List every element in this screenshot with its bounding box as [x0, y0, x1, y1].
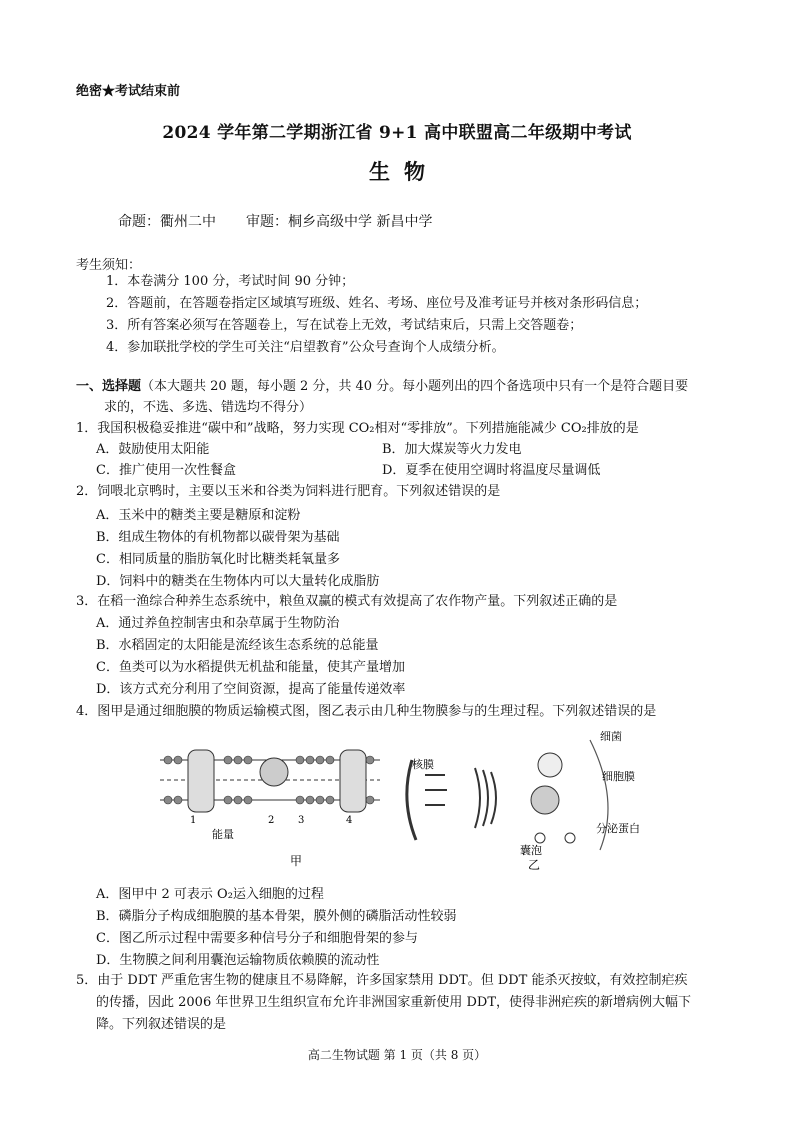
label-4: 4: [346, 815, 353, 826]
endoplasmic-reticulum: [425, 775, 447, 805]
question-stem: 4．图甲是通过细胞膜的物质运输模式图，图乙表示由几种生物膜参与的生理过程。下列叙述错误的是: [76, 704, 657, 719]
reviewer-label: 审题：桐乡高级中学 新昌中学: [246, 214, 433, 230]
setter-label: 命题：衢州二中: [118, 214, 216, 230]
vesicle-label: 囊泡: [520, 844, 542, 857]
option-b: B．加大煤炭等火力发电: [382, 442, 522, 457]
channel-protein-4: [340, 750, 366, 812]
section-heading-rest: （本大题共 20 题，每小题 2 分，共 40 分。每小题列出的四个备选项中只有一个是符合题目要: [141, 379, 689, 394]
option-d: D．该方式充分利用了空间资源，提高了能量传递效率: [96, 682, 406, 697]
nuclear-membrane-label: 核膜: [412, 758, 434, 771]
membrane-figure: [150, 720, 650, 870]
option-a: A．鼓励使用太阳能: [96, 442, 210, 457]
question-stem-cont: 降。下列叙述错误的是: [96, 1017, 227, 1032]
vesicle-1: [538, 753, 562, 777]
question-stem: 2．饲喂北京鸭时，主要以玉米和谷类为饲料进行肥育。下列叙述错误的是: [76, 484, 501, 499]
channel-protein-1: [188, 750, 214, 812]
option-c: C．相同质量的脂肪氧化时比糖类耗氧量多: [96, 552, 340, 567]
option-a: A．通过养鱼控制害虫和杂草属于生物防治: [96, 616, 340, 631]
page-footer: 高二生物试题 第 1 页（共 8 页）: [307, 1048, 487, 1062]
option-b: B．水稻固定的太阳能是流经该生态系统的总能量: [96, 638, 379, 653]
option-c: C．鱼类可以为水稻提供无机盐和能量，使其产量增加: [96, 660, 405, 675]
vesicle-2: [535, 833, 545, 843]
notice-item: 4．参加联批学校的学生可关注“启望教育”公众号查询个人成绩分析。: [106, 340, 505, 355]
energy-label: 能量: [212, 828, 234, 841]
cell-membrane-label: 细胞膜: [602, 770, 635, 783]
section-heading-bold: 一、选择题: [76, 379, 142, 394]
yi-label: 乙: [528, 858, 541, 870]
secretory-protein-label: 分泌蛋白: [596, 822, 640, 835]
notice-item: 1．本卷满分 100 分，考试时间 90 分钟；: [106, 274, 355, 289]
option-c: C．推广使用一次性餐盒: [96, 463, 236, 478]
subject-title: 生物: [369, 159, 439, 184]
option-b: B．组成生物体的有机物都以碳骨架为基础: [96, 530, 340, 545]
option-d: D．生物膜之间利用囊泡运输物质依赖膜的流动性: [96, 953, 380, 968]
authors-line: [118, 211, 432, 231]
option-a: A．玉米中的糖类主要是糖原和淀粉: [96, 508, 301, 523]
option-a: A．图甲中 2 可表示 O₂运入细胞的过程: [96, 887, 324, 902]
page-title: 2024 学年第二学期浙江省 9+1 高中联盟高二年级期中考试: [162, 123, 632, 143]
label-1: 1: [190, 815, 197, 826]
section-heading: [76, 377, 688, 397]
notice-item: 2．答题前，在答题卷指定区域填写班级、姓名、考场、座位号及准考证号并核对条形码信息；: [106, 296, 648, 311]
label-3: 3: [298, 815, 305, 826]
question-stem: 3．在稻一渔综合种养生态系统中，粮鱼双赢的模式有效提高了农作物产量。下列叙述正确的是: [76, 594, 618, 609]
question-stem: 1．我国积极稳妥推进“碳中和”战略，努力实现 CO₂相对“零排放”。下列措施能减少 CO₂排放的是: [76, 421, 639, 436]
option-c: C．图乙所示过程中需要多种信号分子和细胞骨架的参与: [96, 931, 418, 946]
section-heading-cont: 求的，不选、多选、错选均不得分）: [104, 400, 313, 415]
jia-label: 甲: [290, 854, 303, 868]
golgi-apparatus: [475, 768, 496, 828]
label-2: 2: [268, 815, 275, 826]
confidential-mark: 绝密★考试结束前: [76, 84, 181, 99]
vesicle-3: [565, 833, 575, 843]
option-d: D．夏季在使用空调时将温度尽量调低: [382, 463, 601, 478]
option-d: D．饲料中的糖类在生物体内可以大量转化成脂肪: [96, 574, 380, 589]
notice-item: 3．所有答案必须写在答题卷上，写在试卷上无效，考试结束后，只需上交答题卷；: [106, 318, 583, 333]
carrier-protein: [260, 758, 288, 786]
lysosome: [531, 786, 559, 814]
option-b: B．磷脂分子构成细胞膜的基本骨架，膜外侧的磷脂活动性较弱: [96, 909, 457, 924]
question-stem-cont: 的传播，因此 2006 年世界卫生组织宣布允许非洲国家重新使用 DDT，使得非洲疟疾的新增病例大幅下: [96, 995, 691, 1010]
question-stem: 5．由于 DDT 严重危害生物的健康且不易降解，许多国家禁用 DDT。但 DDT 能杀灭按蚊，有效控制疟疾: [76, 973, 688, 988]
bacteria-label: 细菌: [600, 730, 622, 743]
nuclear-envelope: [407, 760, 416, 840]
notice-heading: 考生须知：: [76, 258, 142, 273]
